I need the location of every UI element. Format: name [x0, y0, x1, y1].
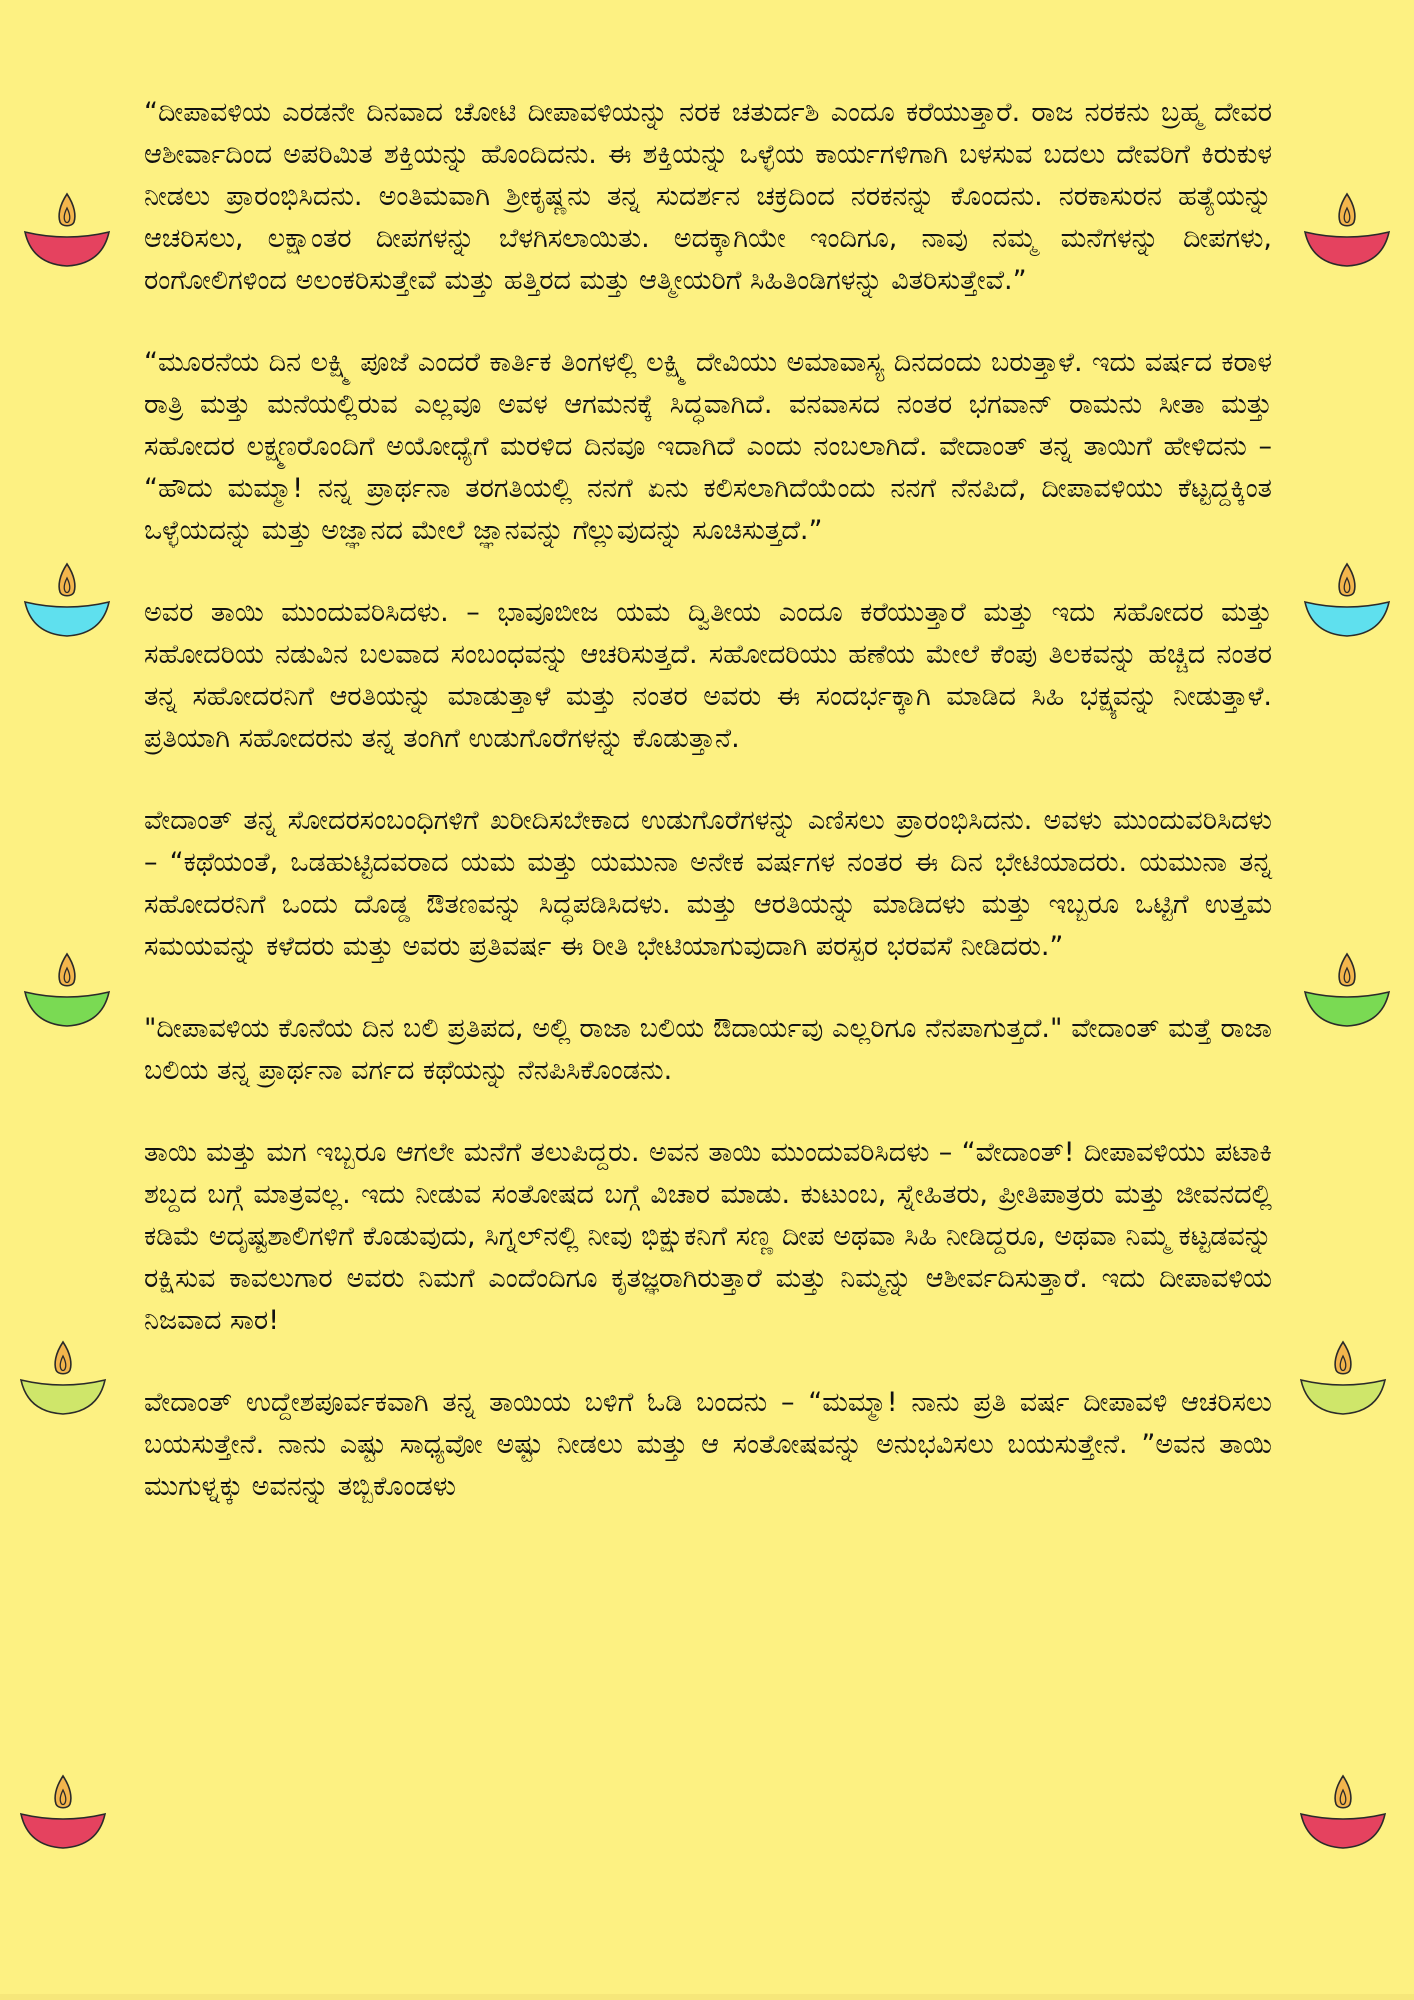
diya-right-2 [1302, 556, 1392, 646]
diya-left-4 [18, 1334, 108, 1424]
diya-icon [18, 1768, 108, 1858]
lamp-bowl [1301, 1380, 1385, 1414]
flame-icon [1339, 954, 1355, 986]
flame-icon [55, 1342, 71, 1374]
flame-icon [1335, 1776, 1351, 1808]
lamp-bowl [1301, 1814, 1385, 1848]
story-text [144, 92, 1272, 1548]
diya-left-5 [18, 1768, 108, 1858]
flame-icon [1339, 194, 1355, 226]
diya-icon [22, 946, 112, 1036]
diya-icon [1302, 556, 1392, 646]
diya-left-2 [22, 556, 112, 646]
lamp-bowl [25, 232, 109, 266]
diya-icon [1298, 1768, 1388, 1858]
lamp-bowl [25, 602, 109, 636]
lamp-bowl [21, 1814, 105, 1848]
lamp-bowl [21, 1380, 105, 1414]
flame-icon [1339, 564, 1355, 596]
flame-icon [1335, 1342, 1351, 1374]
diya-icon [1298, 1334, 1388, 1424]
diya-icon [22, 186, 112, 276]
paragraph-naraka-chaturdashi: “ದೀಪಾವಳಿಯ ಎರಡನೇ ದಿನವಾದ ಚೋಟಿ ದೀಪಾವಳಿಯನ್ನು ನರಕ ಚತುರ್ದಶಿ ಎಂದೂ ಕರೆಯುತ್ತಾರೆ. ರಾಜ ನರಕನು ಬ್ರಹ್ಮ ದೇವರ ಆಶೀರ್ವಾದಿಂದ ಅಪರಿಮಿತ ಶಕ್ತಿಯನ್ನು ಹೊಂದಿದನು. ಈ ಶಕ್ತಿಯನ್ನು ಒಳ್ಳೆಯ ಕಾರ್ಯಗಳಿಗಾಗಿ ಬಳಸುವ ಬದಲು ದೇವರಿಗೆ ಕಿರುಕುಳ ನೀಡಲು ಪ್ರಾರಂಭಿಸಿದನು. ಅಂತಿಮವಾಗಿ ಶ್ರೀಕೃಷ್ಣನು ತನ್ನ ಸುದರ್ಶನ ಚಕ್ರದಿಂದ ನರಕನನ್ನು ಕೊಂದನು. ನರಕಾಸುರನ ಹತ್ಯೆಯನ್ನು ಆಚರಿಸಲು, ಲಕ್ಷಾಂತರ ದೀಪಗಳನ್ನು ಬೆಳಗಿಸಲಾಯಿತು. ಅದಕ್ಕಾಗಿಯೇ ಇಂದಿಗೂ, ನಾವು ನಮ್ಮ ಮನೆಗಳನ್ನು ದೀಪಗಳು, ರಂಗೋಲಿಗಳಿಂದ ಅಲಂಕರಿಸುತ್ತೇವೆ ಮತ್ತು ಹತ್ತಿರದ ಮತ್ತು ಆತ್ಮೀಯರಿಗೆ ಸಿಹಿತಿಂಡಿಗಳನ್ನು ವಿತರಿಸುತ್ತೇವೆ.” [144, 97, 1272, 296]
paragraph-bali-pratipada: "ದೀಪಾವಳಿಯ ಕೊನೆಯ ದಿನ ಬಲಿ ಪ್ರತಿಪದ, ಅಲ್ಲಿ ರಾಜಾ ಬಲಿಯ ಔದಾರ್ಯವು ಎಲ್ಲರಿಗೂ ನೆನಪಾಗುತ್ತದೆ." ವೇದಾಂತ್ ಮತ್ತೆ ರಾಜಾ ಬಲಿಯ ತನ್ನ ಪ್ರಾರ್ಥನಾ ವರ್ಗದ ಕಥೆಯನ್ನು ನೆನಪಿಸಿಕೊಂಡನು. [144, 1013, 1272, 1086]
flame-icon [59, 564, 75, 596]
diya-left-1 [22, 186, 112, 276]
flame-icon [59, 194, 75, 226]
flame-icon [55, 1776, 71, 1808]
flame-icon [59, 954, 75, 986]
paragraph-ending: ವೇದಾಂತ್ ಉದ್ದೇಶಪೂರ್ವಕವಾಗಿ ತನ್ನ ತಾಯಿಯ ಬಳಿಗೆ ಓಡಿ ಬಂದನು – “ಮಮ್ಮಾ! ನಾನು ಪ್ರತಿ ವರ್ಷ ದೀಪಾವಳಿ ಆಚರಿಸಲು ಬಯಸುತ್ತೇನೆ. ನಾನು ಎಷ್ಟು ಸಾಧ್ಯವೋ ಅಷ್ಟು ನೀಡಲು ಮತ್ತು ಆ ಸಂತೋಷವನ್ನು ಅನುಭವಿಸಲು ಬಯಸುತ್ತೇನೆ. ”ಅವನ ತಾಯಿ ಮುಗುಳ್ನಕ್ಕು ಅವನನ್ನು ತಬ್ಬಿಕೊಂಡಳು [144, 1387, 1272, 1502]
paragraph-yama-yamuna: ವೇದಾಂತ್ ತನ್ನ ಸೋದರಸಂಬಂಧಿಗಳಿಗೆ ಖರೀದಿಸಬೇಕಾದ ಉಡುಗೊರೆಗಳನ್ನು ಎಣಿಸಲು ಪ್ರಾರಂಭಿಸಿದನು. ಅವಳು ಮುಂದುವರಿಸಿದಳು – “ಕಥೆಯಂತೆ, ಒಡಹುಟ್ಟಿದವರಾದ ಯಮ ಮತ್ತು ಯಮುನಾ ಅನೇಕ ವರ್ಷಗಳ ನಂತರ ಈ ದಿನ ಭೇಟಿಯಾದರು. ಯಮುನಾ ತನ್ನ ಸಹೋದರನಿಗೆ ಒಂದು ದೊಡ್ಡ ಔತಣವನ್ನು ಸಿದ್ಧಪಡಿಸಿದಳು. ಮತ್ತು ಆರತಿಯನ್ನು ಮಾಡಿದಳು ಮತ್ತು ಇಬ್ಬರೂ ಒಟ್ಟಿಗೆ ಉತ್ತಮ ಸಮಯವನ್ನು ಕಳೆದರು ಮತ್ತು ಅವರು ಪ್ರತಿವರ್ಷ ಈ ರೀತಿ ಭೇಟಿಯಾಗುವುದಾಗಿ ಪರಸ್ಪರ ಭರವಸೆ ನೀಡಿದರು.” [144, 805, 1272, 962]
lamp-bowl [25, 992, 109, 1026]
diya-right-4 [1298, 1334, 1388, 1424]
paragraph-true-essence: ತಾಯಿ ಮತ್ತು ಮಗ ಇಬ್ಬರೂ ಆಗಲೇ ಮನೆಗೆ ತಲುಪಿದ್ದರು. ಅವನ ತಾಯಿ ಮುಂದುವರಿಸಿದಳು – “ವೇದಾಂತ್! ದೀಪಾವಳಿಯು ಪಟಾಕಿ ಶಬ್ದದ ಬಗ್ಗೆ ಮಾತ್ರವಲ್ಲ. ಇದು ನೀಡುವ ಸಂತೋಷದ ಬಗ್ಗೆ ವಿಚಾರ ಮಾಡು. ಕುಟುಂಬ, ಸ್ನೇಹಿತರು, ಪ್ರೀತಿಪಾತ್ರರು ಮತ್ತು ಜೀವನದಲ್ಲಿ ಕಡಿಮೆ ಅದೃಷ್ಟಶಾಲಿಗಳಿಗೆ ಕೊಡುವುದು, ಸಿಗ್ನಲ್‌ನಲ್ಲಿ ನೀವು ಭಿಕ್ಷುಕನಿಗೆ ಸಣ್ಣ ದೀಪ ಅಥವಾ ಸಿಹಿ ನೀಡಿದ್ದರೂ, ಅಥವಾ ನಿಮ್ಮ ಕಟ್ಟಡವನ್ನು ರಕ್ಷಿಸುವ ಕಾವಲುಗಾರ ಅವರು ನಿಮಗೆ ಎಂದೆಂದಿಗೂ ಕೃತಜ್ಞರಾಗಿರುತ್ತಾರೆ ಮತ್ತು ನಿಮ್ಮನ್ನು ಆಶೀರ್ವದಿಸುತ್ತಾರೆ. ಇದು ದೀಪಾವಳಿಯ ನಿಜವಾದ ಸಾರ! [144, 1137, 1272, 1336]
diya-icon [1302, 946, 1392, 1036]
diya-right-1 [1302, 186, 1392, 276]
lamp-bowl [1305, 992, 1389, 1026]
diya-icon [18, 1334, 108, 1424]
lamp-bowl [1305, 232, 1389, 266]
bottom-strip [0, 1994, 1414, 2000]
diya-icon [1302, 186, 1392, 276]
paragraph-lakshmi-puja: “ಮೂರನೆಯ ದಿನ ಲಕ್ಷ್ಮಿ ಪೂಜೆ ಎಂದರೆ ಕಾರ್ತಿಕ ತಿಂಗಳಲ್ಲಿ ಲಕ್ಷ್ಮಿ ದೇವಿಯು ಅಮಾವಾಸ್ಯ ದಿನದಂದು ಬರುತ್ತಾಳೆ. ಇದು ವರ್ಷದ ಕರಾಳ ರಾತ್ರಿ ಮತ್ತು ಮನೆಯಲ್ಲಿರುವ ಎಲ್ಲವೂ ಅವಳ ಆಗಮನಕ್ಕೆ ಸಿದ್ಧವಾಗಿದೆ. ವನವಾಸದ ನಂತರ ಭಗವಾನ್ ರಾಮನು ಸೀತಾ ಮತ್ತು ಸಹೋದರ ಲಕ್ಷ್ಮಣರೊಂದಿಗೆ ಅಯೋಧ್ಯೆಗೆ ಮರಳಿದ ದಿನವೂ ಇದಾಗಿದೆ ಎಂದು ನಂಬಲಾಗಿದೆ. ವೇದಾಂತ್ ತನ್ನ ತಾಯಿಗೆ ಹೇಳಿದನು – “ಹೌದು ಮಮ್ಮಾ! ನನ್ನ ಪ್ರಾರ್ಥನಾ ತರಗತಿಯಲ್ಲಿ ನನಗೆ ಏನು ಕಲಿಸಲಾಗಿದೆಯೆಂದು ನನಗೆ ನೆನಪಿದೆ, ದೀಪಾವಳಿಯು ಕೆಟ್ಟದ್ದಕ್ಕಿಂತ ಒಳ್ಳೆಯದನ್ನು ಮತ್ತು ಅಜ್ಞಾನದ ಮೇಲೆ ಜ್ಞಾನವನ್ನು ಗೆಲ್ಲುವುದನ್ನು ಸೂಚಿಸುತ್ತದೆ.” [144, 347, 1272, 546]
diya-left-3 [22, 946, 112, 1036]
lamp-bowl [1305, 602, 1389, 636]
diya-icon [22, 556, 112, 646]
paragraph-bhai-dooj: ಅವರ ತಾಯಿ ಮುಂದುವರಿಸಿದಳು. – ಭಾವೂಬೀಜ ಯಮ ದ್ವಿತೀಯ ಎಂದೂ ಕರೆಯುತ್ತಾರೆ ಮತ್ತು ಇದು ಸಹೋದರ ಮತ್ತು ಸಹೋದರಿಯ ನಡುವಿನ ಬಲವಾದ ಸಂಬಂಧವನ್ನು ಆಚರಿಸುತ್ತದೆ. ಸಹೋದರಿಯು ಹಣೆಯ ಮೇಲೆ ಕೆಂಪು ತಿಲಕವನ್ನು ಹಚ್ಚಿದ ನಂತರ ತನ್ನ ಸಹೋದರನಿಗೆ ಆರತಿಯನ್ನು ಮಾಡುತ್ತಾಳೆ ಮತ್ತು ನಂತರ ಅವರು ಈ ಸಂದರ್ಭಕ್ಕಾಗಿ ಮಾಡಿದ ಸಿಹಿ ಭಕ್ಷ್ಯವನ್ನು ನೀಡುತ್ತಾಳೆ. ಪ್ರತಿಯಾಗಿ ಸಹೋದರನು ತನ್ನ ತಂಗಿಗೆ ಉಡುಗೊರೆಗಳನ್ನು ಕೊಡುತ್ತಾನೆ. [144, 597, 1272, 754]
diya-right-5 [1298, 1768, 1388, 1858]
diya-right-3 [1302, 946, 1392, 1036]
